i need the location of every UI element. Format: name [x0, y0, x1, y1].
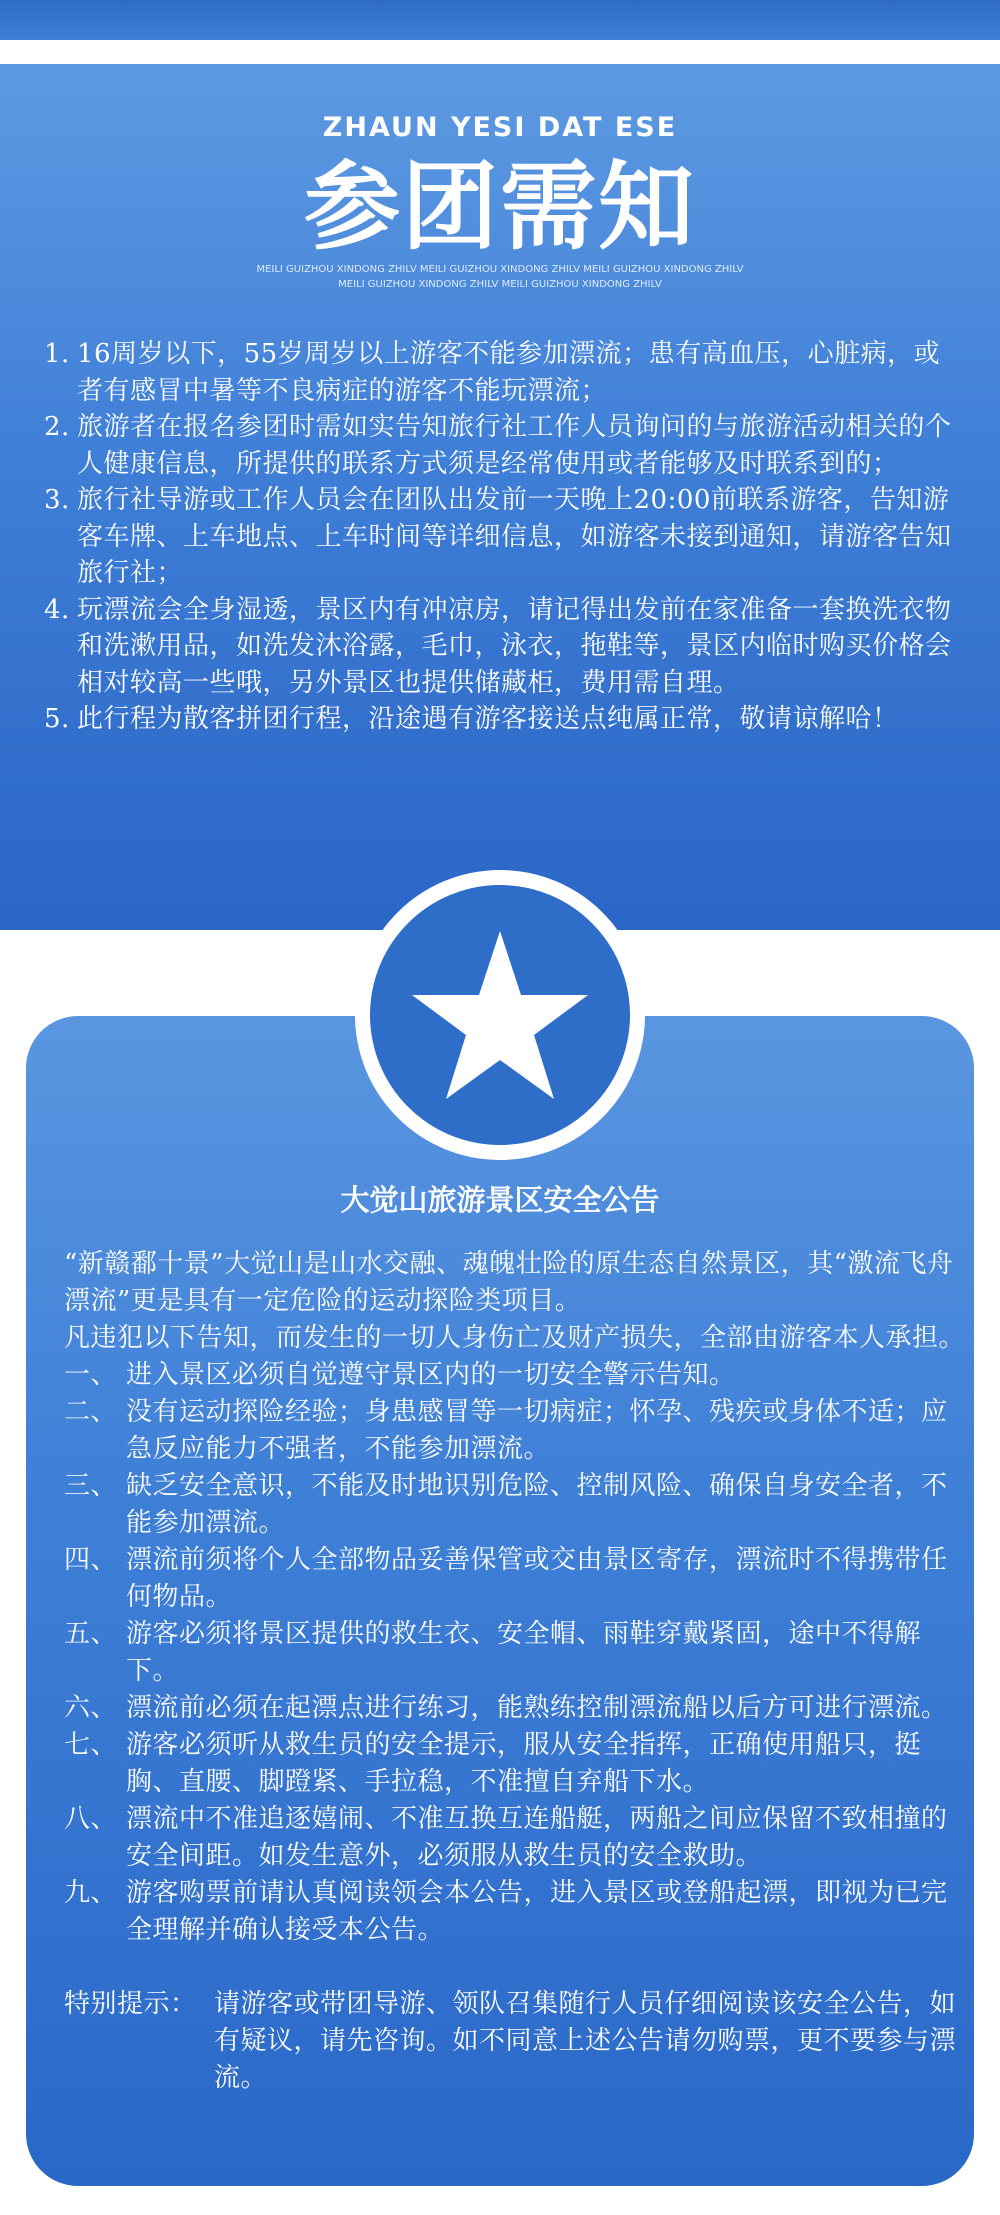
rule-text: 游客必须将景区提供的救生衣、安全帽、雨鞋穿戴紧固，途中不得解下。 [126, 1619, 922, 1686]
rule-item [64, 1690, 970, 1727]
rule-item [64, 1357, 970, 1394]
announcement-title: 大觉山旅游景区安全公告 [340, 1183, 660, 1217]
rule-item [64, 1468, 970, 1542]
rule-text: 漂流前须将个人全部物品妥善保管或交由景区寄存，漂流时不得携带任何物品。 [126, 1545, 948, 1612]
rule-text: 游客必须听从救生员的安全提示，服从安全指挥，正确使用船只，挺胸、直腰、脚蹬紧、手拉稳，不准擅自弃船下水。 [126, 1730, 922, 1797]
rule-text: 进入景区必须自觉遵守景区内的一切安全警示告知。 [126, 1360, 736, 1390]
notice-number: 4. [44, 594, 70, 625]
decor-text-line: MEILI GUIZHOU XINDONG ZHILV MEILI GUIZHOU XINDONG ZHILV MEILI GUIZHOU XINDONG ZHILV [256, 264, 744, 275]
rule-text: 漂流前必须在起漂点进行练习，能熟练控制漂流船以后方可进行漂流。 [126, 1693, 948, 1723]
rule-number: 四、 [64, 1545, 118, 1575]
rule-item [64, 1542, 970, 1616]
notice-number: 1. [44, 339, 70, 369]
announcement-body [64, 1246, 970, 2097]
notice-item [44, 409, 960, 482]
star-icon [410, 927, 590, 1103]
notice-text: 此行程为散客拼团行程，沿途遇有游客接送点纯属正常，敬请谅解哈！ [77, 704, 899, 734]
rule-item [64, 1875, 970, 1949]
notice-text: 旅行社导游或工作人员会在团队出发前一天晚上20:00前联系游客，告知游客车牌、上车地点、上车时间等详细信息，如游客未接到通知，请游客告知旅行社； [77, 485, 952, 588]
top-banner-strip [0, 0, 1000, 40]
rule-text: 没有运动探险经验；身患感冒等一切病症；怀孕、残疾或身体不适；应急反应能力不强者，不能参加漂流。 [126, 1397, 948, 1464]
rule-text: 缺乏安全意识，不能及时地识别危险、控制风险、确保自身安全者，不能参加漂流。 [126, 1471, 948, 1538]
group-notice-section [0, 64, 1000, 930]
rule-number: 五、 [64, 1619, 118, 1649]
special-tip-text: 请游客或带团导游、领队召集随行人员仔细阅读该安全公告，如有疑议，请先咨询。如不同意上述公告请勿购票，更不要参与漂流。 [214, 1989, 957, 2093]
notice-list [44, 336, 960, 738]
special-tip [64, 1986, 970, 2097]
rule-number: 一、 [64, 1360, 118, 1390]
notice-number: 3. [44, 485, 70, 515]
announcement-intro: “新赣鄱十景”大觉山是山水交融、魂魄壮险的原生态自然景区，其“激流飞舟漂流”更是具有一定危险的运动探险类项目。 [64, 1249, 954, 1316]
rule-item [64, 1616, 970, 1690]
notice-text: 旅游者在报名参团时需如实告知旅行社工作人员询问的与旅游活动相关的个人健康信息，所提供的联系方式须是经常使用或者能够及时联系到的； [77, 412, 952, 479]
rule-number: 八、 [64, 1804, 118, 1834]
rule-number: 七、 [64, 1730, 118, 1760]
star-badge [370, 885, 630, 1145]
rule-number: 三、 [64, 1471, 118, 1501]
notice-text: 玩漂流会全身湿透，景区内有冲凉房，请记得出发前在家准备一套换洗衣物和洗漱用品，如洗发沐浴露，毛巾，泳衣，拖鞋等，景区内临时购买价格会相对较高一些哦，另外景区也提供储藏柜，费用需自理。 [77, 594, 952, 698]
announcement-intro: 凡违犯以下告知，而发生的一切人身伤亡及财产损失，全部由游客本人承担。 [64, 1323, 966, 1353]
rule-text: 游客购票前请认真阅读领会本公告，进入景区或登船起漂，即视为已完全理解并确认接受本公告。 [126, 1878, 948, 1945]
rule-item [64, 1394, 970, 1468]
rule-text: 漂流中不准追逐嬉闹、不准互换互连船艇，两船之间应保留不致相撞的安全间距。如发生意外，必须服从救生员的安全救助。 [126, 1804, 948, 1871]
notice-item [44, 336, 960, 409]
decor-text-line: MEILI GUIZHOU XINDONG ZHILV MEILI GUIZHOU XINDONG ZHILV [338, 279, 662, 290]
section-subtitle: ZHAUN YESI DAT ESE [322, 112, 678, 143]
notice-item [44, 701, 960, 738]
notice-number: 2. [44, 412, 70, 442]
notice-item [44, 482, 960, 592]
notice-text: 16周岁以下，55岁周岁以上游客不能参加漂流；患有高血压，心脏病，或者有感冒中暑等不良病症的游客不能玩漂流； [77, 339, 941, 406]
rule-number: 六、 [64, 1693, 118, 1723]
rule-item [64, 1727, 970, 1801]
rule-number: 二、 [64, 1397, 118, 1427]
section-title: 参团需知 [304, 151, 696, 263]
notice-item [44, 592, 960, 702]
notice-number: 5. [44, 704, 70, 734]
special-tip-label: 特别提示： [64, 1989, 197, 2019]
rule-item [64, 1801, 970, 1875]
rule-number: 九、 [64, 1878, 118, 1908]
